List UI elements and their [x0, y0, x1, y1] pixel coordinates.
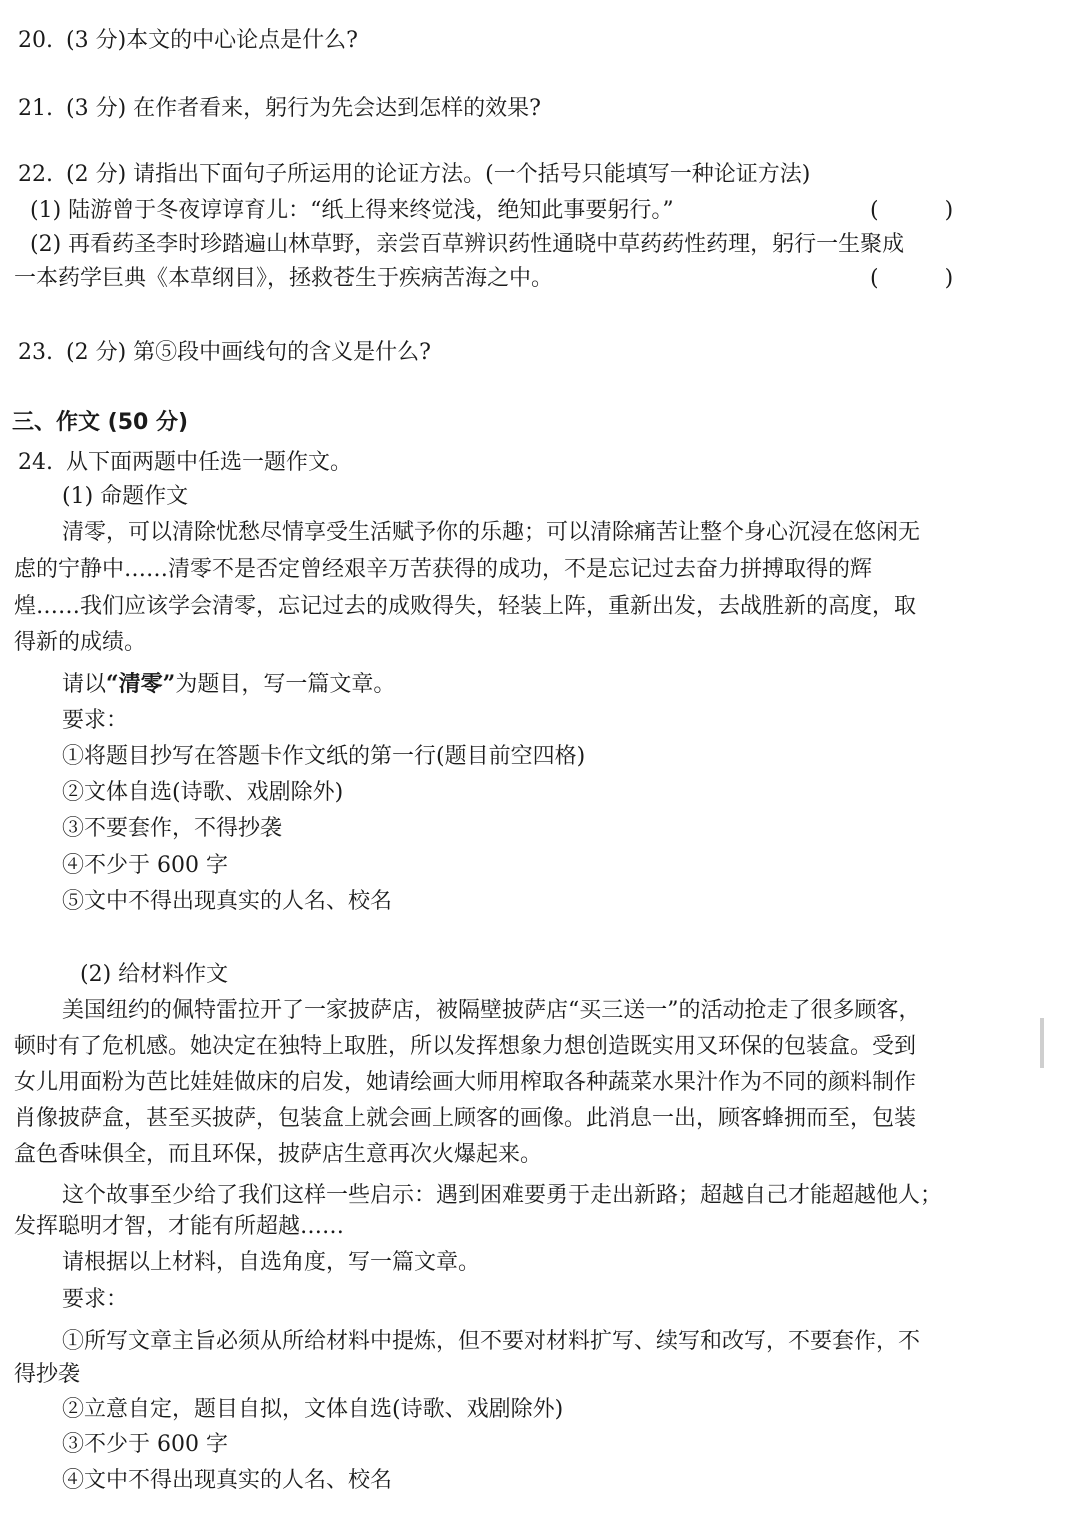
option-1-paragraph: 煌……我们应该学会清零，忘记过去的成败得失，轻装上阵，重新出发，去战胜新的高度，取: [14, 594, 917, 619]
requirement-item: ①将题目抄写在答题卡作文纸的第一行(题目前空四格): [62, 744, 586, 769]
option-2-paragraph: 这个故事至少给了我们这样一些启示：遇到困难要勇于走出新路；超越自己才能超越他人；: [62, 1183, 943, 1208]
question-22-item-1: (1) 陆游曾于冬夜谆谆育儿：“纸上得来终觉浅，绝知此事要躬行。”: [30, 198, 674, 223]
option-2-paragraph: 美国纽约的佩特雷拉开了一家披萨店，被隔壁披萨店“买三送一”的活动抢走了很多顾客，: [62, 998, 921, 1023]
section-title: 三、作文 (50 分): [12, 410, 189, 435]
question-number: 23.: [18, 340, 53, 365]
question-22-item-2-cont: 一本药学巨典《本草纲目》，拯救苍生于疾病苦海之中。: [14, 266, 554, 291]
question-22-item-2: (2) 再看药圣李时珍踏遍山林草野，亲尝百草辨识药性通晓中草药药性药理，躬行一生聚成: [30, 232, 905, 257]
question-text: (3 分)本文的中心论点是什么?: [66, 28, 358, 53]
requirement-item: ③不要套作，不得抄袭: [62, 816, 283, 841]
requirement-item: ③不少于 600 字: [62, 1432, 228, 1457]
requirement-item: ⑤文中不得出现真实的人名、校名: [62, 889, 393, 914]
requirement-item: ④不少于 600 字: [62, 853, 228, 878]
option-1-paragraph: 清零，可以清除忧愁尽情享受生活赋予你的乐趣；可以清除痛苦让整个身心沉浸在悠闲无: [62, 520, 921, 545]
option-1-heading: (1) 命题作文: [62, 484, 189, 509]
question-text: (2 分) 请指出下面句子所运用的论证方法。(一个括号只能填写一种论证方法): [66, 162, 811, 187]
answer-blank-2[interactable]: ( ): [870, 266, 954, 291]
question-text: (3 分) 在作者看来，躬行为先会达到怎样的效果?: [66, 96, 541, 121]
option-1-prompt: [62, 669, 395, 700]
option-2-paragraph: 顿时有了危机感。她决定在独特上取胜，所以发挥想象力想创造既实用又环保的包装盒。受到: [14, 1034, 917, 1059]
requirements-label: 要求：: [62, 1287, 129, 1312]
scan-edge-mark: [1040, 1018, 1044, 1068]
question-text: 从下面两题中任选一题作文。: [66, 450, 353, 475]
essay-title: “清零”: [106, 671, 176, 697]
question-23: [18, 338, 431, 368]
question-text: (2 分) 第⑤段中画线句的含义是什么?: [66, 340, 431, 365]
requirement-item: ②立意自定，题目自拟，文体自选(诗歌、戏剧除外): [62, 1397, 564, 1422]
option-2-prompt: 请根据以上材料，自选角度，写一篇文章。: [62, 1250, 481, 1275]
question-24: [18, 448, 352, 478]
question-number: 22.: [18, 162, 53, 187]
requirement-item: ④文中不得出现真实的人名、校名: [62, 1468, 393, 1493]
question-22: [18, 160, 810, 190]
question-number: 24.: [18, 450, 53, 475]
option-2-paragraph: 肖像披萨盒，甚至买披萨，包装盒上就会画上顾客的画像。此消息一出，顾客蜂拥而至，包装: [14, 1106, 917, 1131]
prompt-prefix: 请以: [62, 672, 107, 697]
prompt-suffix: 为题目，写一篇文章。: [175, 672, 396, 697]
question-number: 20.: [18, 28, 53, 53]
option-1-paragraph: 得新的成绩。: [14, 630, 147, 655]
option-2-paragraph: 女儿用面粉为芭比娃娃做床的启发，她请绘画大师用榨取各种蔬菜水果汁作为不同的颜料制作: [14, 1070, 917, 1095]
option-2-paragraph: 盒色香味俱全，而且环保，披萨店生意再次火爆起来。: [14, 1142, 543, 1167]
option-2-paragraph: 发挥聪明才智，才能有所超越……: [14, 1214, 345, 1239]
option-1-paragraph: 虑的宁静中……清零不是否定曾经艰辛万苦获得的成功，不是忘记过去奋力拼搏取得的辉: [14, 557, 873, 582]
requirement-item: ①所写文章主旨必须从所给材料中提炼，但不要对材料扩写、续写和改写，不要套作，不: [62, 1329, 921, 1354]
requirements-label: 要求：: [62, 708, 129, 733]
option-2-heading: (2) 给材料作文: [80, 962, 229, 987]
question-number: 21.: [18, 96, 53, 121]
question-21: [18, 94, 541, 124]
question-20: [18, 26, 358, 56]
requirement-item-cont: 得抄袭: [14, 1362, 81, 1387]
requirement-item: ②文体自选(诗歌、戏剧除外): [62, 780, 344, 805]
answer-blank-1[interactable]: ( ): [870, 198, 954, 223]
